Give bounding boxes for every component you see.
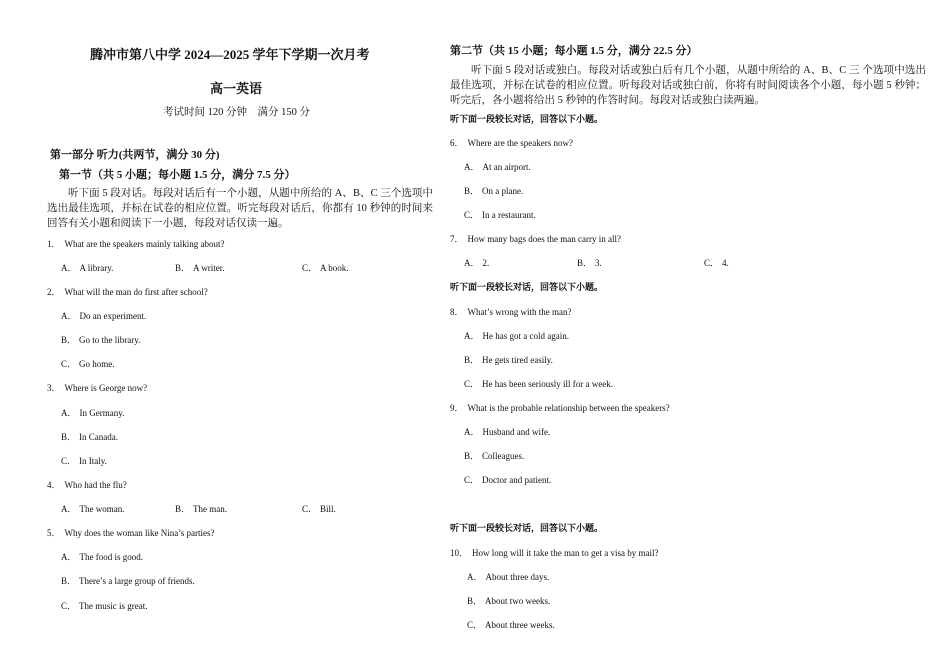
option-8a[interactable]: A． He has got a cold again. <box>464 331 569 341</box>
option-7b[interactable]: B． 3. <box>577 258 602 268</box>
option-4b[interactable]: B． The man. <box>175 504 228 514</box>
option-10a[interactable]: A． About three days. <box>467 572 550 582</box>
option-5b[interactable]: B． There’s a large group of friends. <box>61 576 195 586</box>
option-1c[interactable]: C． A book. <box>302 263 349 273</box>
option-1b[interactable]: B． A writer. <box>175 263 225 273</box>
section2-intro: 听下面 5 段对话或独白。每段对话或独白后有几个小题，从题中所给的 A、B、C 三 个选项中选出最佳选项，并标在试卷的相应位置。听每段对话或独白前，你将有时间阅读各个小题，每小题 5 秒钟；听完后，各小题将给出 5 秒钟的作答时间。每段对话或独白读两遍。 <box>450 65 926 106</box>
option-9b[interactable]: B． Colleagues. <box>464 451 525 461</box>
question-10: 10． How long will it take the man to get a visa by mail? <box>450 548 659 558</box>
option-2a[interactable]: A． Do an experiment. <box>61 311 147 321</box>
option-7a[interactable]: A． 2. <box>464 258 490 268</box>
instruction-10: 听下面一段较长对话，回答以下小题。 <box>450 523 604 533</box>
option-4c[interactable]: C． Bill. <box>302 504 336 514</box>
option-9c[interactable]: C． Doctor and patient. <box>464 475 552 485</box>
option-3c[interactable]: C． In Italy. <box>61 456 107 466</box>
option-5c[interactable]: C． The music is great. <box>61 601 148 611</box>
question-2: 2． What will the man do first after school? <box>47 287 208 297</box>
part1-title: 第一部分 听力(共两节，满分 30 分) <box>50 149 220 161</box>
option-5a[interactable]: A． The food is good. <box>61 552 143 562</box>
question-7: 7． How many bags does the man carry in all? <box>450 234 621 244</box>
option-6b[interactable]: B． On a plane. <box>464 186 524 196</box>
exam-title: 腾冲市第八中学 2024—2025 学年下学期一次月考 <box>90 47 370 62</box>
question-8: 8． What’s wrong with the man? <box>450 307 572 317</box>
section2-title: 第二节（共 15 小题；每小题 1.5 分，满分 22.5 分） <box>450 45 698 57</box>
question-5: 5． Why does the woman like Nina’s parties? <box>47 528 215 538</box>
option-3a[interactable]: A． In Germany. <box>61 408 125 418</box>
option-10c[interactable]: C． About three weeks. <box>467 620 555 630</box>
option-2b[interactable]: B． Go to the library. <box>61 335 141 345</box>
option-1a[interactable]: A． A library. <box>61 263 114 273</box>
instruction-8-9: 听下面一段较长对话，回答以下小题。 <box>450 282 604 292</box>
question-1 <box>47 237 224 250</box>
section1-title: 第一节（共 5 小题；每小题 1.5 分，满分 7.5 分） <box>59 169 296 181</box>
question-6: 6． Where are the speakers now? <box>450 138 573 148</box>
section1-intro: 听下面 5 段对话。每段对话后有一个小题，从题中所给的 A、B、C 三个选项中选出最佳选项，并标在试卷的相应位置。听完每段对话后，你都有 10 秒钟的时间来回答有关小题和阅读下一小题，每段对话仅读一遍。 <box>47 188 433 229</box>
option-4a[interactable]: A． The woman. <box>61 504 125 514</box>
option-6c[interactable]: C． In a restaurant. <box>464 210 536 220</box>
question-text: What are the speakers mainly talking about? <box>64 239 225 249</box>
question-number: 1． <box>47 239 61 249</box>
question-4: 4． Who had the flu? <box>47 480 127 490</box>
option-7c[interactable]: C． 4. <box>704 258 729 268</box>
option-2c[interactable]: C． Go home. <box>61 359 115 369</box>
question-3: 3． Where is George now? <box>47 383 148 393</box>
option-6a[interactable]: A． At an airport. <box>464 162 531 172</box>
option-10b[interactable]: B． About two weeks. <box>467 596 551 606</box>
option-3b[interactable]: B． In Canada. <box>61 432 118 442</box>
option-8b[interactable]: B． He gets tired easily. <box>464 355 553 365</box>
option-9a[interactable]: A． Husband and wife. <box>464 427 551 437</box>
instruction-6-7: 听下面一段较长对话，回答以下小题。 <box>450 114 604 124</box>
subject-title: 高一英语 <box>210 81 263 96</box>
exam-info: 考试时间 120 分钟 满分 150 分 <box>163 107 310 118</box>
question-9: 9． What is the probable relationship between the speakers? <box>450 403 670 413</box>
option-8c[interactable]: C． He has been seriously ill for a week. <box>464 379 613 389</box>
